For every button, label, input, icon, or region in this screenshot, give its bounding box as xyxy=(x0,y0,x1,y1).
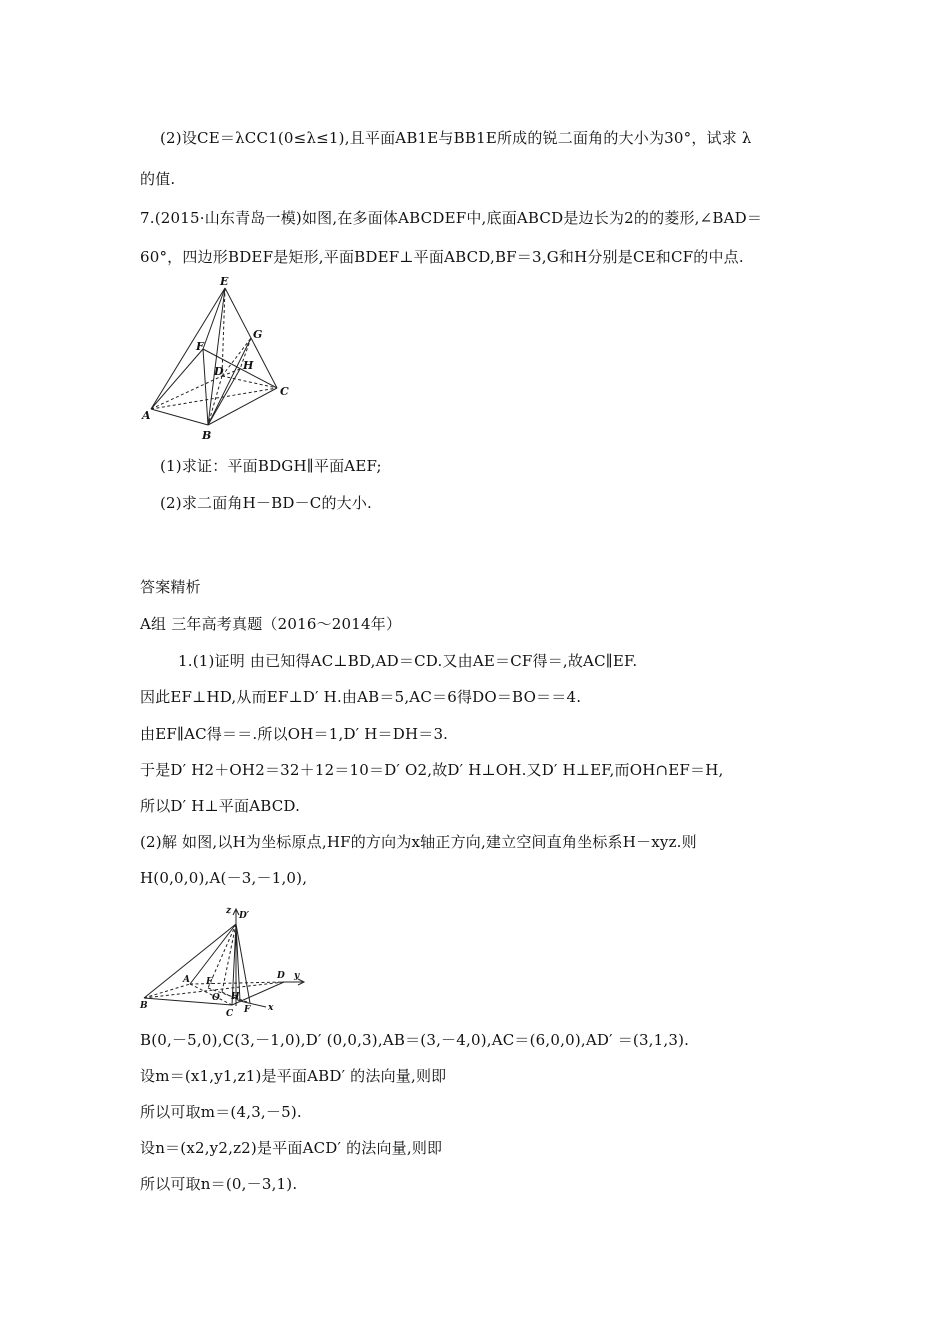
solution-line-4: 于是D′ H2＋OH2＝32＋12＝10＝D′ O2,故D′ H⊥OH.又D′ H⊥EF,而OH∩EF＝H, xyxy=(140,761,724,779)
label-c: C xyxy=(280,385,289,398)
label-h: H xyxy=(243,359,254,372)
answer-heading: 答案精析 xyxy=(140,578,201,596)
group-heading: A组 三年高考真题（2016～2014年） xyxy=(140,615,402,633)
label-a: A xyxy=(183,975,190,985)
text-line-1: (2)设CE＝λCC1(0≤λ≤1),且平面AB1E与BB1E所成的锐二面角的大小为30°，试求 λ xyxy=(160,129,752,147)
edge-ab xyxy=(151,409,208,425)
label-e: E xyxy=(220,275,229,288)
solution-line-9: 设m＝(x1,y1,z1)是平面ABD′ 的法向量,则即 xyxy=(140,1067,447,1085)
edge-bg xyxy=(208,338,251,425)
label-f: F xyxy=(244,1005,251,1015)
solution-line-2: 因此EF⊥HD,从而EF⊥D′ H.由AB＝5,AC＝6得DO＝BO＝＝4. xyxy=(140,688,582,706)
problem-7-part-2: (2)求二面角H－BD－C的大小. xyxy=(160,494,373,512)
polyhedron-figure xyxy=(130,272,310,450)
label-g: G xyxy=(253,328,263,341)
edge-b-a xyxy=(144,984,190,998)
solution-line-3: 由EF∥AC得＝＝.所以OH＝1,D′ H＝DH＝3. xyxy=(140,725,449,743)
label-a: A xyxy=(142,409,151,422)
label-f: F xyxy=(196,340,204,353)
solution-line-8: B(0,－5,0),C(3,－1,0),D′ (0,0,3),AB＝(3,－4,0),AC＝(6,0,0),AD′ ＝(3,1,3). xyxy=(140,1031,690,1049)
problem-7-line-2: 60°，四边形BDEF是矩形,平面BDEF⊥平面ABCD,BF＝3,G和H分别是CE和CF的中点. xyxy=(140,248,744,266)
label-b: B xyxy=(202,429,212,442)
solution-line-1: 1.(1)证明 由已知得AC⊥BD,AD＝CD.又由AE＝CF得＝,故AC∥EF. xyxy=(178,652,638,670)
solution-line-5: 所以D′ H⊥平面ABCD. xyxy=(140,797,301,815)
label-e: E xyxy=(206,977,213,987)
label-c: C xyxy=(226,1009,234,1019)
edge-ea xyxy=(151,288,225,409)
solution-line-7: H(0,0,0),A(－3,－1,0), xyxy=(140,869,308,887)
edge-fa xyxy=(151,349,203,409)
edge-dh xyxy=(222,369,240,376)
edge-dp-b xyxy=(144,924,236,998)
label-d-prime: D′ xyxy=(239,911,250,921)
label-b: B xyxy=(140,1001,148,1011)
problem-7-line-1: 7.(2015·山东青岛一模)如图,在多面体ABCDEF中,底面ABCD是边长为2的的菱形,∠BAD＝ xyxy=(140,209,763,227)
coordinate-figure xyxy=(136,902,316,1022)
label-o: O xyxy=(212,993,220,1003)
edge-dp-a xyxy=(190,924,236,984)
label-d: D xyxy=(214,365,224,378)
solution-line-12: 所以可取n＝(0,－3,1). xyxy=(140,1175,298,1193)
label-x: x xyxy=(268,1003,274,1013)
solution-line-10: 所以可取m＝(4,3,－5). xyxy=(140,1103,302,1121)
problem-7-part-1: (1)求证：平面BDGH∥平面AEF; xyxy=(160,457,382,475)
edge-fb xyxy=(203,349,208,425)
solution-line-6: (2)解 如图,以H为坐标原点,HF的方向为x轴正方向,建立空间直角坐标系H－xyz.则 xyxy=(140,833,697,851)
label-y: y xyxy=(294,971,300,981)
text-line-2: 的值. xyxy=(140,170,176,188)
label-h: H xyxy=(231,992,240,1002)
label-z: z xyxy=(226,906,232,916)
label-d: D xyxy=(277,971,285,981)
solution-line-11: 设n＝(x2,y2,z2)是平面ACD′ 的法向量,则即 xyxy=(140,1139,443,1157)
